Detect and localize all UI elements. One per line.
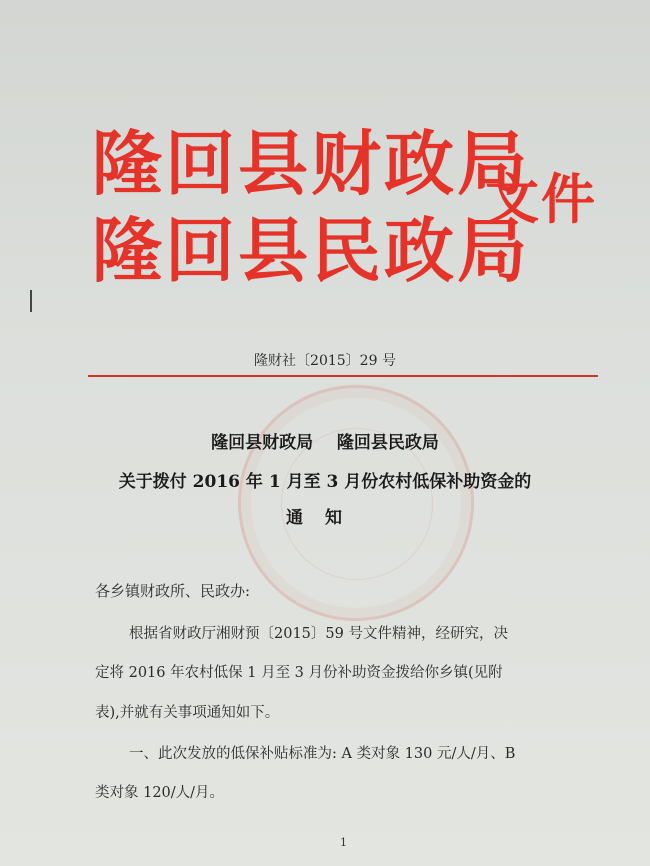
issuing-org-finance: 隆回县财政局 [92, 123, 530, 205]
red-divider-line [88, 375, 598, 377]
body-line: 一、此次发放的低保补贴标准为: A 类对象 130 元/人/月、B [129, 746, 516, 762]
notice-title-subject: 关于拨付 2016 年 1 月至 3 月份农村低保补助资金的 [118, 472, 532, 492]
document-number: 隆财社〔2015〕29 号 [254, 353, 396, 369]
issuing-org-civil-affairs: 隆回县民政局 [92, 210, 530, 292]
body-line: 根据省财政厅湘财预〔2015〕59 号文件精神，经研究，决 [129, 626, 508, 642]
addressee: 各乡镇财政所、民政办: [95, 582, 251, 600]
binding-mark [30, 290, 32, 312]
body-line: 类对象 120/人/月。 [95, 785, 225, 801]
notice-title-type: 通知 [286, 508, 364, 528]
page-number: 1 [340, 836, 347, 849]
body-line: 定将 2016 年农村低保 1 月至 3 月份补助资金拨给你乡镇(见附 [95, 665, 503, 681]
body-line: 表),并就有关事项通知如下。 [95, 705, 280, 721]
document-type-label: 文件 [485, 168, 597, 231]
notice-title-issuers: 隆回县财政局 隆回县民政局 [211, 433, 439, 453]
